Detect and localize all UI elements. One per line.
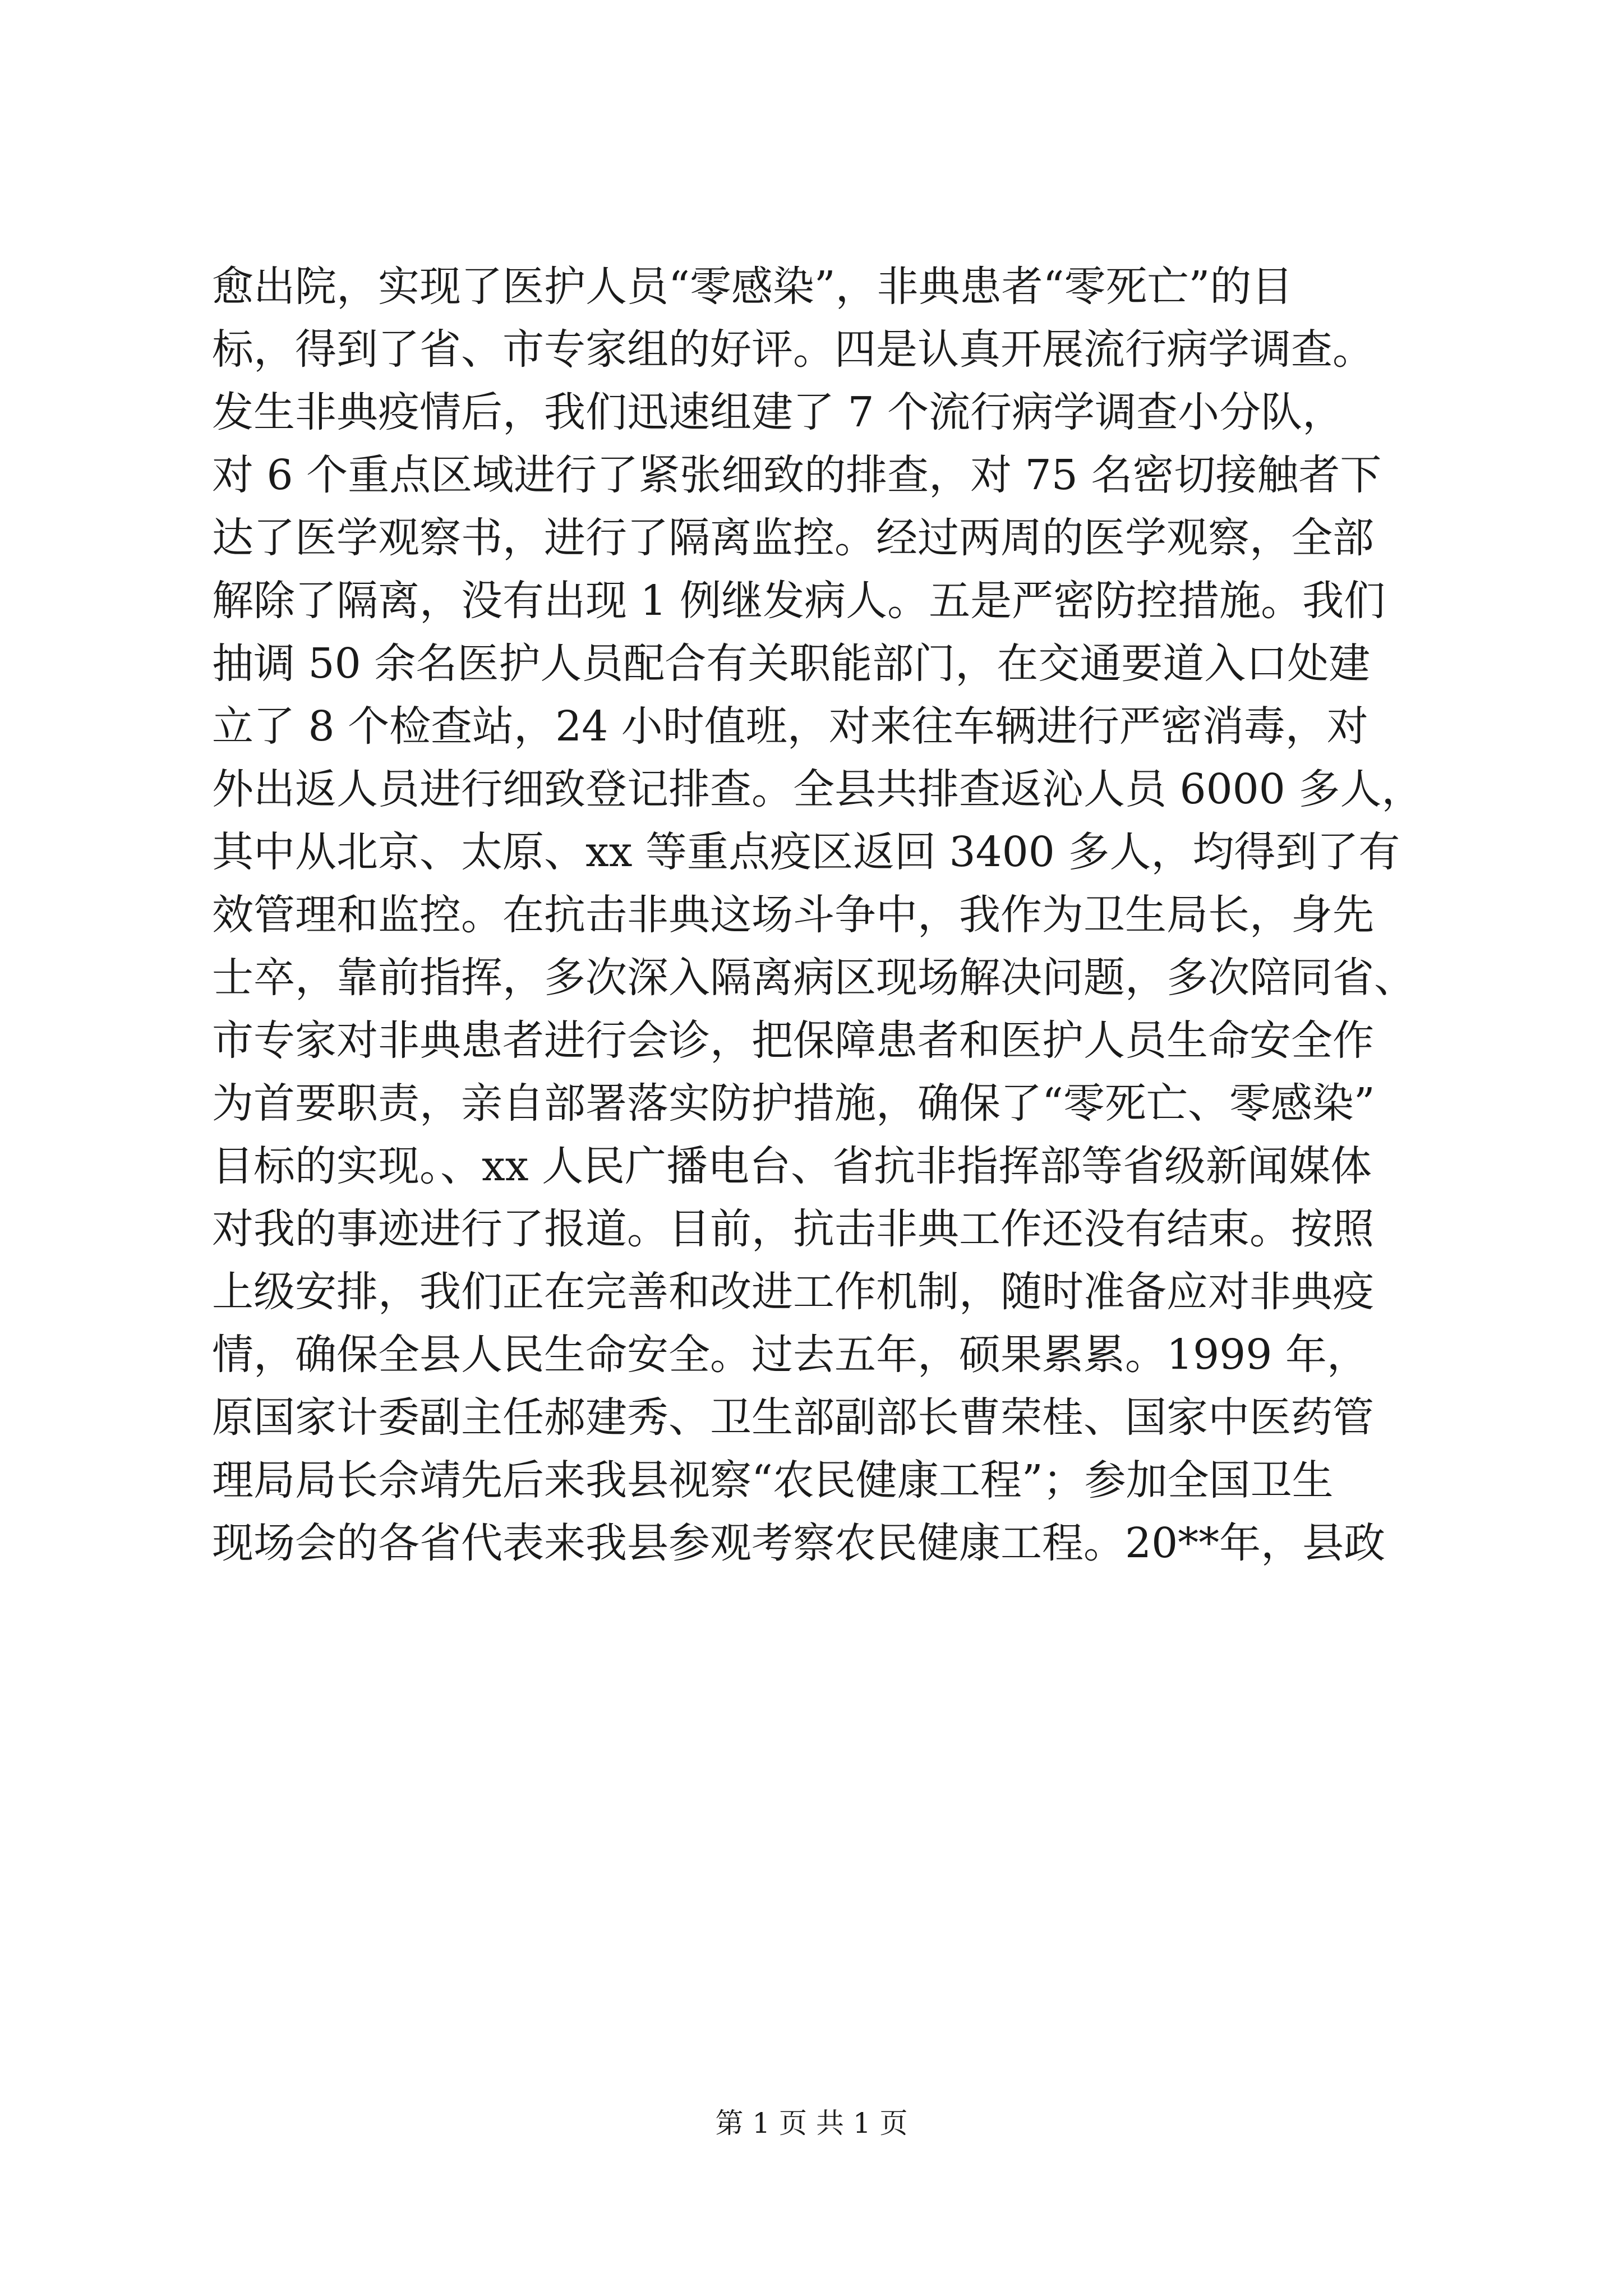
text-line: 理局局长佘靖先后来我县视察“农民健康工程”；参加全国卫生 [212,1456,1334,1504]
text-line: 目标的实现。、xx 人民广播电台、省抗非指挥部等省级新闻媒体 [212,1142,1372,1190]
text-line: 愈出院，实现了医护人员“零感染”，非典患者“零死亡”的目 [212,263,1293,311]
text-line: 外出返人员进行细致登记排查。全县共排查返沁人员 6000 多人， [212,765,1423,813]
text-line: 上级安排，我们正在完善和改进工作机制，随时准备应对非典疫 [212,1268,1374,1316]
text-line: 对我的事迹进行了报道。目前，抗击非典工作还没有结束。按照 [212,1205,1374,1253]
text-line: 对 6 个重点区域进行了紧张细致的排查，对 75 名密切接触者下 [212,451,1382,499]
body-text [212,255,1423,1575]
text-line: 原国家计委副主任郝建秀、卫生部副部长曹荣桂、国家中医药管 [212,1393,1374,1442]
text-line: 其中从北京、太原、xx 等重点疫区返回 3400 多人，均得到了有 [212,828,1400,876]
text-line: 现场会的各省代表来我县参观考察农民健康工程。20**年，县政 [212,1519,1386,1567]
text-line: 解除了隔离，没有出现 1 例继发病人。五是严密防控措施。我们 [212,577,1386,625]
page-number: 第 1 页 共 1 页 [715,2107,908,2139]
text-line: 士卒，靠前指挥，多次深入隔离病区现场解决问题，多次陪同省、 [212,954,1415,1002]
text-line: 情，确保全县人民生命安全。过去五年，硕果累累。1999 年， [212,1331,1368,1379]
text-line: 发生非典疫情后，我们迅速组建了 7 个流行病学调查小分队， [212,388,1344,436]
text-line: 抽调 50 余名医护人员配合有关职能部门，在交通要道入口处建 [212,639,1371,688]
page-footer [0,2106,1623,2140]
text-line: 达了医学观察书，进行了隔离监控。经过两周的医学观察，全部 [212,514,1374,562]
text-line: 为首要职责，亲自部署落实防护措施，确保了“零死亡、零感染” [212,1079,1375,1128]
text-line: 立了 8 个检查站，24 小时值班，对来往车辆进行严密消毒，对 [212,702,1368,751]
text-line: 效管理和监控。在抗击非典这场斗争中，我作为卫生局长，身先 [212,891,1374,939]
text-line: 市专家对非典患者进行会诊，把保障患者和医护人员生命安全作 [212,1016,1374,1065]
text-line: 标，得到了省、市专家组的好评。四是认真开展流行病学调查。 [212,325,1374,374]
